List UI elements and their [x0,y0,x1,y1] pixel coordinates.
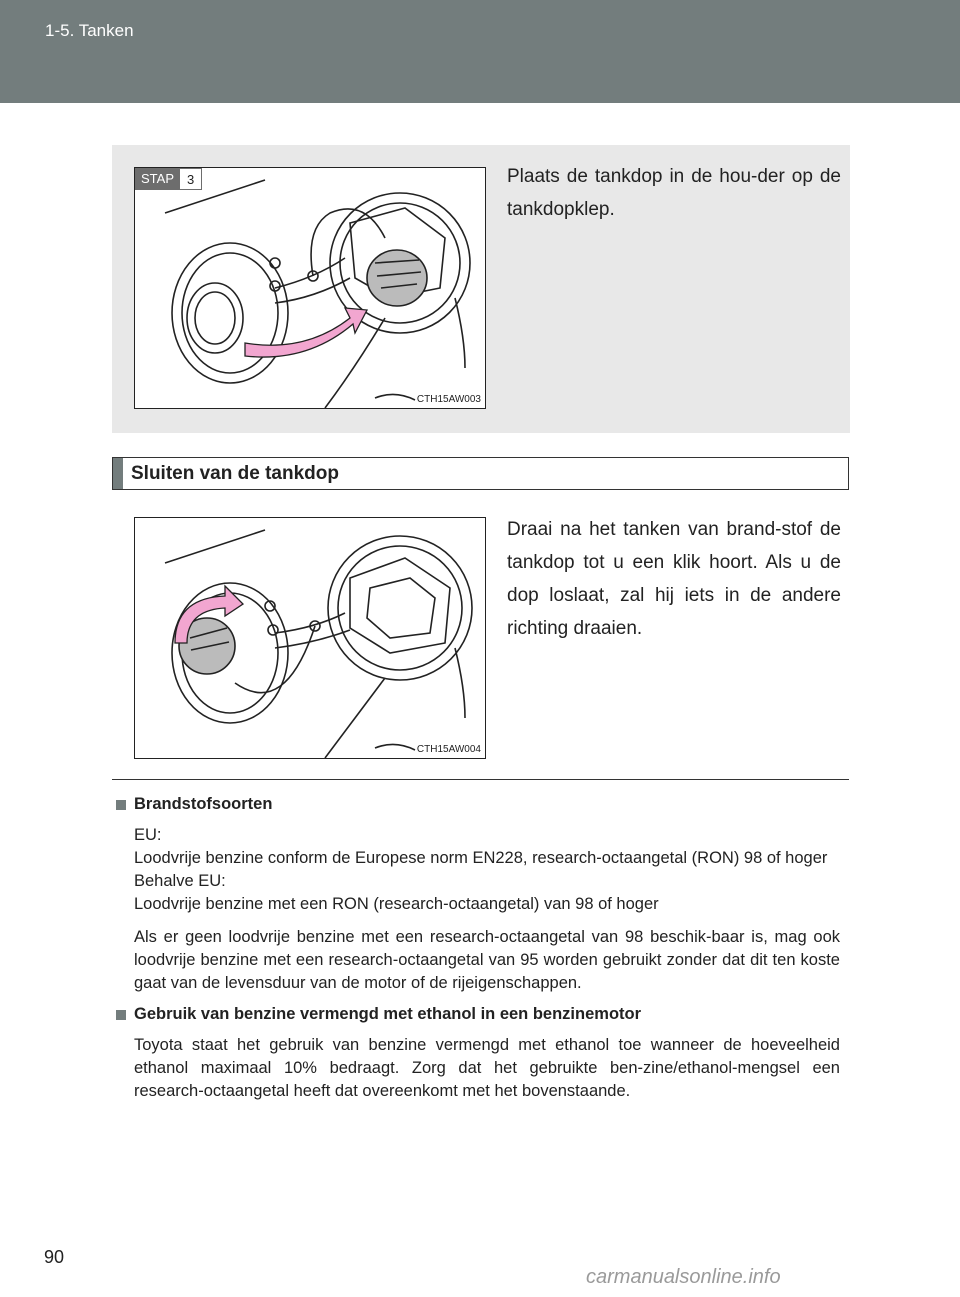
notes [112,795,840,1113]
section-title: 1-5. Tanken [45,21,134,40]
page-number: 90 [44,1247,65,1267]
section-figure [134,517,486,759]
figure-code: CTH15AW004 [416,744,481,755]
section-heading [112,457,849,490]
bullet-square-icon [116,1010,126,1020]
note-heading-ethanol-text: Gebruik van benzine vermengd met ethanol in een benzinemotor [134,1005,642,1023]
step-text: Plaats de tankdop in de hou-der op de tankdopklep. [507,166,841,220]
eu-text: Loodvrije benzine conform de Europese norm EN228, research-octaangetal (RON) 98 of hoger [134,849,828,867]
step-badge [135,168,202,190]
divider [112,779,849,780]
ethanol-text: Toyota staat het gebruik van benzine vermengd met ethanol toe wanneer de hoeveelheid ethanol maximaal 10% bedraagt. Zorg dat het gebruikte ben-zine/ethanol-mengsel een research-octaangetal heeft dat overeenkomt met het bovenstaande. [134,1036,840,1100]
fuel-cap-close-illustration [135,518,485,758]
note-heading-fuel-text: Brandstofsoorten [134,795,273,813]
non-eu-text: Loodvrije benzine met een RON (research-octaangetal) van 98 of hoger [134,895,659,913]
figure-code: CTH15AW003 [416,394,481,405]
step-badge-label: STAP [135,168,180,190]
note-heading-fuel [112,795,840,814]
bullet-square-icon [116,800,126,810]
step-figure [134,167,486,409]
eu-label: EU: [134,826,162,844]
section-text: Draai na het tanken van brand-stof de tankdop tot u een klik hoort. Als u de dop loslaat, zal hij iets in de andere richting draaien. [507,519,841,639]
section-heading-title: Sluiten van de tankdop [131,463,339,484]
heading-bar [113,458,123,489]
note-body-fuel [134,824,840,916]
non-eu-label: Behalve EU: [134,872,226,890]
fuel-cap-insert-illustration [135,168,485,408]
step-badge-number: 3 [180,168,202,190]
watermark: carmanualsonline.info [586,1266,781,1288]
note-heading-ethanol [112,1005,840,1024]
page-header [0,0,960,103]
fuel-fallback-text: Als er geen loodvrije benzine met een research-octaangetal van 98 beschik-baar is, mag ook loodvrije benzine met een research-octaangetal van 95 worden gebruikt zonder dat dit ten koste gaat van de levensduur van de motor of de rijeigenschappen. [134,928,840,992]
